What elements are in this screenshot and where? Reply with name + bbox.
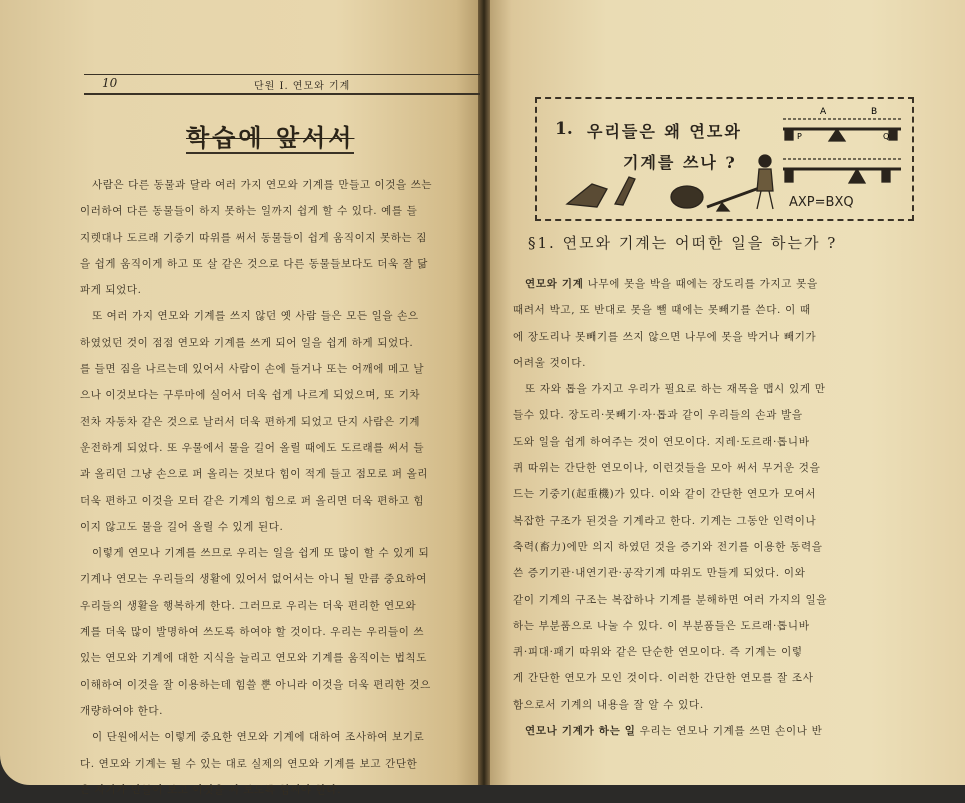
text-line <box>513 297 943 323</box>
label-a: A <box>820 107 827 117</box>
text-line: 을 쉽게 움직이게 하고 또 살 같은 것으로 다른 동물들보다도 더욱 잘 닮 <box>80 257 429 270</box>
text-line: 개량하여야 한다. <box>80 704 164 717</box>
section-title: §1. 연모와 기계는 어떠한 일을 하는가 ? <box>528 234 838 252</box>
text-line: 또 여러 가지 연모와 기계를 쓰지 않던 옛 사람 들은 모든 일을 손으 <box>92 310 419 323</box>
text-line: 있는 연모와 기계에 대한 지식을 늘리고 연모와 기계를 움직이는 법칙도 <box>80 652 427 665</box>
heading-text: 학습에 앞서서 <box>186 123 355 152</box>
text-line <box>513 534 943 560</box>
line-text: 게 간단한 연모가 모인 것이다. 이러한 간단한 연모를 잘 조사 <box>513 672 814 685</box>
text-line: 과 올리던 그냥 손으로 퍼 올리는 것보다 힘이 적게 들고 점모로 퍼 올리 <box>80 468 429 481</box>
chapter-title-box <box>535 97 914 221</box>
unit-title: 단원 I. 연모와 기계 <box>254 81 351 92</box>
text-line: 사람은 다른 동물과 달라 여러 가지 연모와 기계를 만들고 이것을 쓰는 <box>92 179 433 191</box>
text-line: 지렛대나 도르래 기중기 따위를 써서 동물들이 쉽게 움직이지 못하는 짐 <box>80 231 427 244</box>
line-text: 에 장도리나 못빼기를 쓰지 않으면 나무에 못을 박거나 빼기가 <box>513 330 817 343</box>
page-number: 10 <box>102 76 118 90</box>
chapter-title-line2: 기계를 쓰나 ? <box>623 153 737 172</box>
chapter-title-line1: 우리들은 왜 연모와 <box>587 122 742 141</box>
text-line <box>513 692 943 718</box>
line-text: 퀴·피대·패기 따위와 같은 단순한 연모이다. 즉 기계는 이렇 <box>513 646 803 659</box>
text-line: 운전하게 되었다. 또 우물에서 물을 길어 올릴 때에도 도르래를 써서 들 <box>80 441 425 454</box>
text-line: 은 자기가 만들어 보고 이것을 써 보도록 힘써야 한다. <box>80 783 342 796</box>
line-text: 퀴 따위는 간단한 연모이나, 이런것들을 모아 써서 무거운 것을 <box>513 462 821 475</box>
line-text: 함으로서 기계의 내용을 잘 알 수 있다. <box>513 698 704 711</box>
book-gutter <box>478 0 490 785</box>
text-line: 이렇게 연모나 기계를 쓰므로 우리는 일을 쉽게 또 많이 할 수 있게 되 <box>92 547 430 560</box>
line-text: 도와 일을 쉽게 하여주는 것이 연모이다. 지레·도르래·톱니바 <box>513 435 810 448</box>
running-head <box>84 74 480 95</box>
text-line <box>513 587 943 613</box>
text-line <box>513 613 943 639</box>
line-text: 어려울 것이다. <box>513 356 587 369</box>
text-line: 하였었던 것이 점점 연모와 기계를 쓰게 되어 일을 쉽게 하게 되었다. <box>80 336 414 349</box>
label-p: P <box>797 132 802 141</box>
text-line <box>513 376 943 402</box>
text-line <box>513 402 943 428</box>
text-line: 전차 자동차 같은 것으로 날러서 더욱 편하게 되었고 단지 사람은 기계 <box>80 415 421 428</box>
text-line: 이러하여 다른 동물들이 하지 못하는 일까지 쉽게 할 수 있다. 예를 들 <box>80 205 418 218</box>
line-text: 드는 기중기(起重機)가 있다. 이와 같이 간단한 연모가 모여서 <box>513 488 817 501</box>
text-line: 기계나 연모는 우리들의 생활에 있어서 없어서는 아니 될 만큼 중요하여 <box>80 573 427 586</box>
text-line <box>513 508 943 534</box>
lever-formula: AXP=BXQ <box>789 195 854 210</box>
text-line: 우리들의 생활을 행복하게 한다. 그러므로 우리는 더욱 편리한 연모와 <box>80 599 417 612</box>
text-line: 이 단원에서는 이렇게 중요한 연모와 기계에 대하여 조사하여 보기로 <box>92 731 425 744</box>
right-body-text <box>513 271 943 744</box>
chapter-number: 1. <box>555 119 573 139</box>
text-line <box>513 455 943 481</box>
text-line <box>513 718 943 744</box>
left-body-text <box>80 172 478 803</box>
text-line: 더욱 편하고 이것을 모터 같은 기계의 힘으로 퍼 올리면 더욱 편하고 힘 <box>80 494 425 507</box>
text-line <box>513 271 943 297</box>
line-text: 또 자와 톱을 가지고 우리가 필요로 하는 재목을 맵시 있게 만 <box>525 383 826 396</box>
text-line <box>513 429 943 455</box>
text-line: 계를 더욱 많이 발명하여 쓰도록 하여야 할 것이다. 우리는 우리들이 쓰 <box>80 626 425 639</box>
text-line <box>513 639 943 665</box>
line-text: 축력(畜力)에만 의지 하였던 것을 증기와 전기를 이용한 동력을 <box>513 540 823 553</box>
text-line: 으나 이것보다는 구루마에 실어서 더욱 쉽게 나르게 되었으며, 또 기차 <box>80 389 421 402</box>
text-line: 이해하여 이것을 잘 이용하는데 힘쓸 뿐 아니라 이것을 더욱 편리한 것으 <box>80 678 431 691</box>
line-text: 나무에 못을 박을 때에는 장도리를 가지고 못을 <box>583 278 818 290</box>
label-b: B <box>871 107 878 117</box>
line-text: 복잡한 구조가 된것을 기계라고 한다. 기계는 그동안 인력이나 <box>513 514 817 527</box>
text-line: 파게 되었다. <box>80 284 142 297</box>
text-line <box>513 481 943 507</box>
line-text: 하는 부분품으로 나눌 수 있다. 이 부분품들은 도르래·톱니바 <box>513 619 810 632</box>
line-text: 같이 기계의 구조는 복잡하나 기계를 분해하면 여러 가지의 일을 <box>513 593 828 606</box>
line-text: 우리는 연모나 기계를 쓰면 손이나 반 <box>635 725 823 738</box>
paragraph-keyword: 연모와 기계 <box>525 278 584 290</box>
text-line <box>513 665 943 691</box>
lever-illustration <box>537 99 912 219</box>
paragraph-keyword: 연모나 기계가 하는 일 <box>525 725 636 738</box>
text-line: 이지 않고도 물을 길어 올릴 수 있게 된다. <box>80 520 284 533</box>
label-q: Q <box>883 132 890 141</box>
text-line <box>513 324 943 350</box>
text-line: 다. 연모와 기계는 될 수 있는 대로 실제의 연모와 기계를 보고 간단한 <box>80 757 418 770</box>
section-heading <box>186 118 354 153</box>
line-text: 들수 있다. 장도리·못빼기·자·톱과 같이 우리들의 손과 발을 <box>513 409 803 422</box>
text-line <box>513 560 943 586</box>
line-text: 쓴 증기기관·내연기관·공작기계 따위도 만들게 되었다. 이와 <box>513 567 806 580</box>
text-line: 를 들면 짐을 나르는데 있어서 사람이 손에 들거나 또는 어깨에 메고 날 <box>80 363 425 376</box>
line-text: 때려서 박고, 또 반대로 못을 뺄 때에는 못빼기를 쓴다. 이 때 <box>513 304 811 317</box>
text-line <box>513 350 943 376</box>
